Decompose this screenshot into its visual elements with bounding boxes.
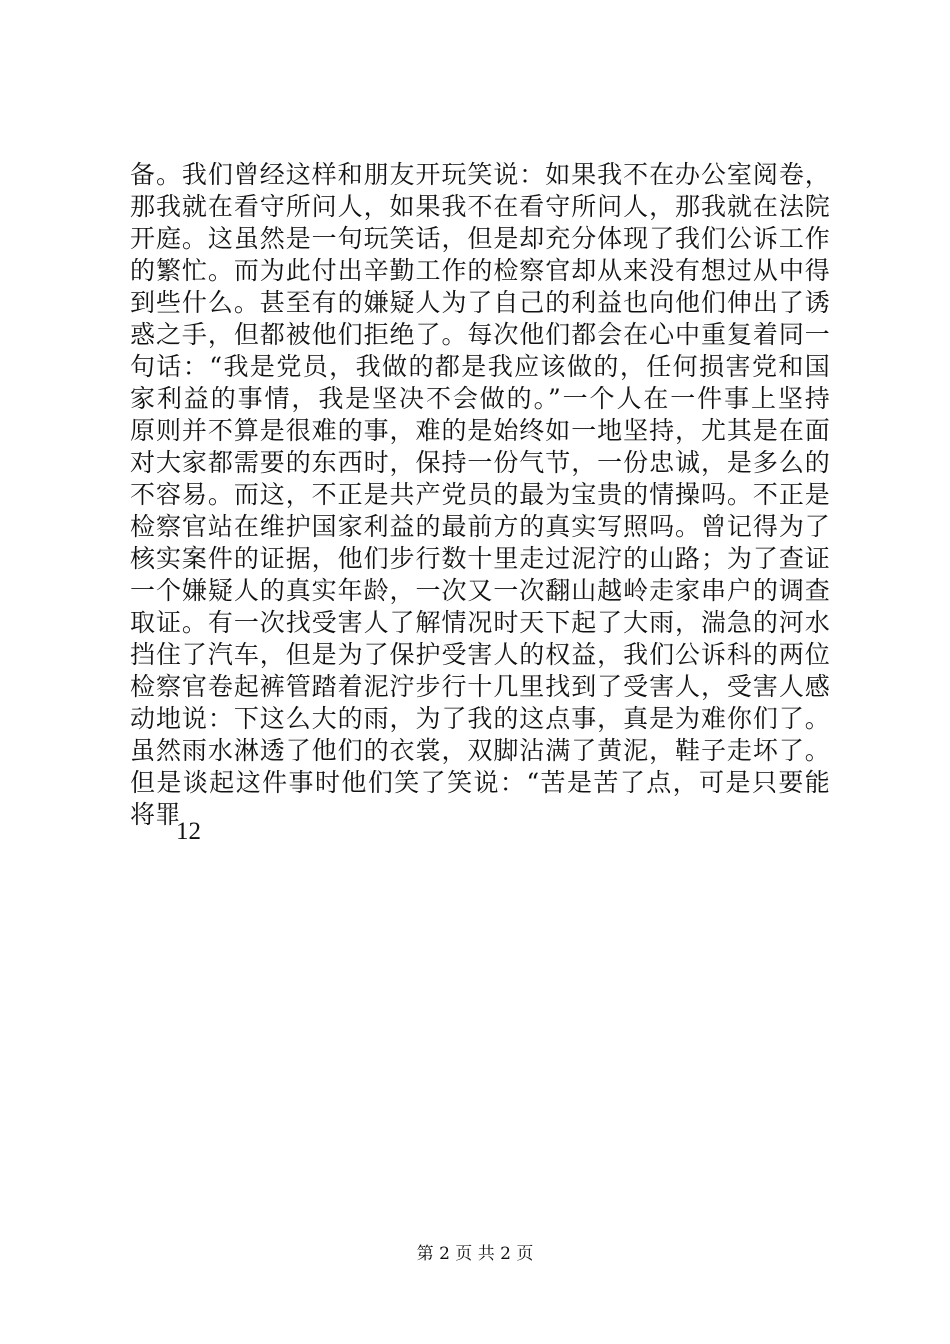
text-line-16: 挡住了汽车，但是为了保护受害人的权益，我们公诉科的两位: [130, 640, 830, 669]
text-line-10: 对大家都需要的东西时，保持一份气节，一份忠诚，是多么的: [130, 448, 830, 477]
text-line-19: 虽然雨水淋透了他们的衣裳，双脚沾满了黄泥，鞋子走坏了。: [130, 736, 830, 765]
text-line-4: 的繁忙。而为此付出辛勤工作的检察官却从来没有想过从中得: [130, 256, 830, 285]
text-line-14: 一个嫌疑人的真实年龄，一次又一次翻山越岭走家串户的调查: [130, 576, 830, 605]
text-line-20: 但是谈起这件事时他们笑了笑说：“苦是苦了点，可是只要能: [130, 768, 830, 797]
inline-number: 12: [176, 818, 201, 845]
text-line-18: 动地说：下这么大的雨，为了我的这点事，真是为难你们了。: [130, 704, 830, 733]
text-line-8: 家利益的事情，我是坚决不会做的。”一个人在一件事上坚持: [130, 384, 830, 413]
text-line-5: 到些什么。甚至有的嫌疑人为了自己的利益也向他们伸出了诱: [130, 288, 830, 317]
text-line-6: 惑之手，但都被他们拒绝了。每次他们都会在心中重复着同一: [130, 320, 830, 349]
text-line-13: 核实案件的证据，他们步行数十里走过泥泞的山路；为了查证: [130, 544, 830, 573]
page-footer: 第 2 页 共 2 页: [416, 1244, 534, 1264]
text-line-9: 原则并不算是很难的事，难的是始终如一地坚持，尤其是在面: [130, 416, 830, 445]
text-line-15: 取证。有一次找受害人了解情况时天下起了大雨，湍急的河水: [130, 608, 830, 637]
text-line-12: 检察官站在维护国家利益的最前方的真实写照吗。曾记得为了: [130, 512, 830, 541]
text-line-11: 不容易。而这，不正是共产党员的最为宝贵的情操吗。不正是: [130, 480, 830, 509]
text-line-1: 备。我们曾经这样和朋友开玩笑说：如果我不在办公室阅卷，: [130, 160, 830, 189]
text-line-21: 将罪: [130, 800, 181, 829]
text-line-2: 那我就在看守所问人，如果我不在看守所问人，那我就在法院: [130, 192, 830, 221]
text-line-7: 句话：“我是党员，我做的都是我应该做的，任何损害党和国: [130, 352, 830, 381]
body-text: [130, 159, 830, 831]
text-line-3: 开庭。这虽然是一句玩笑话，但是却充分体现了我们公诉工作: [130, 224, 830, 253]
text-line-17: 检察官卷起裤管踏着泥泞步行十几里找到了受害人，受害人感: [130, 672, 830, 701]
